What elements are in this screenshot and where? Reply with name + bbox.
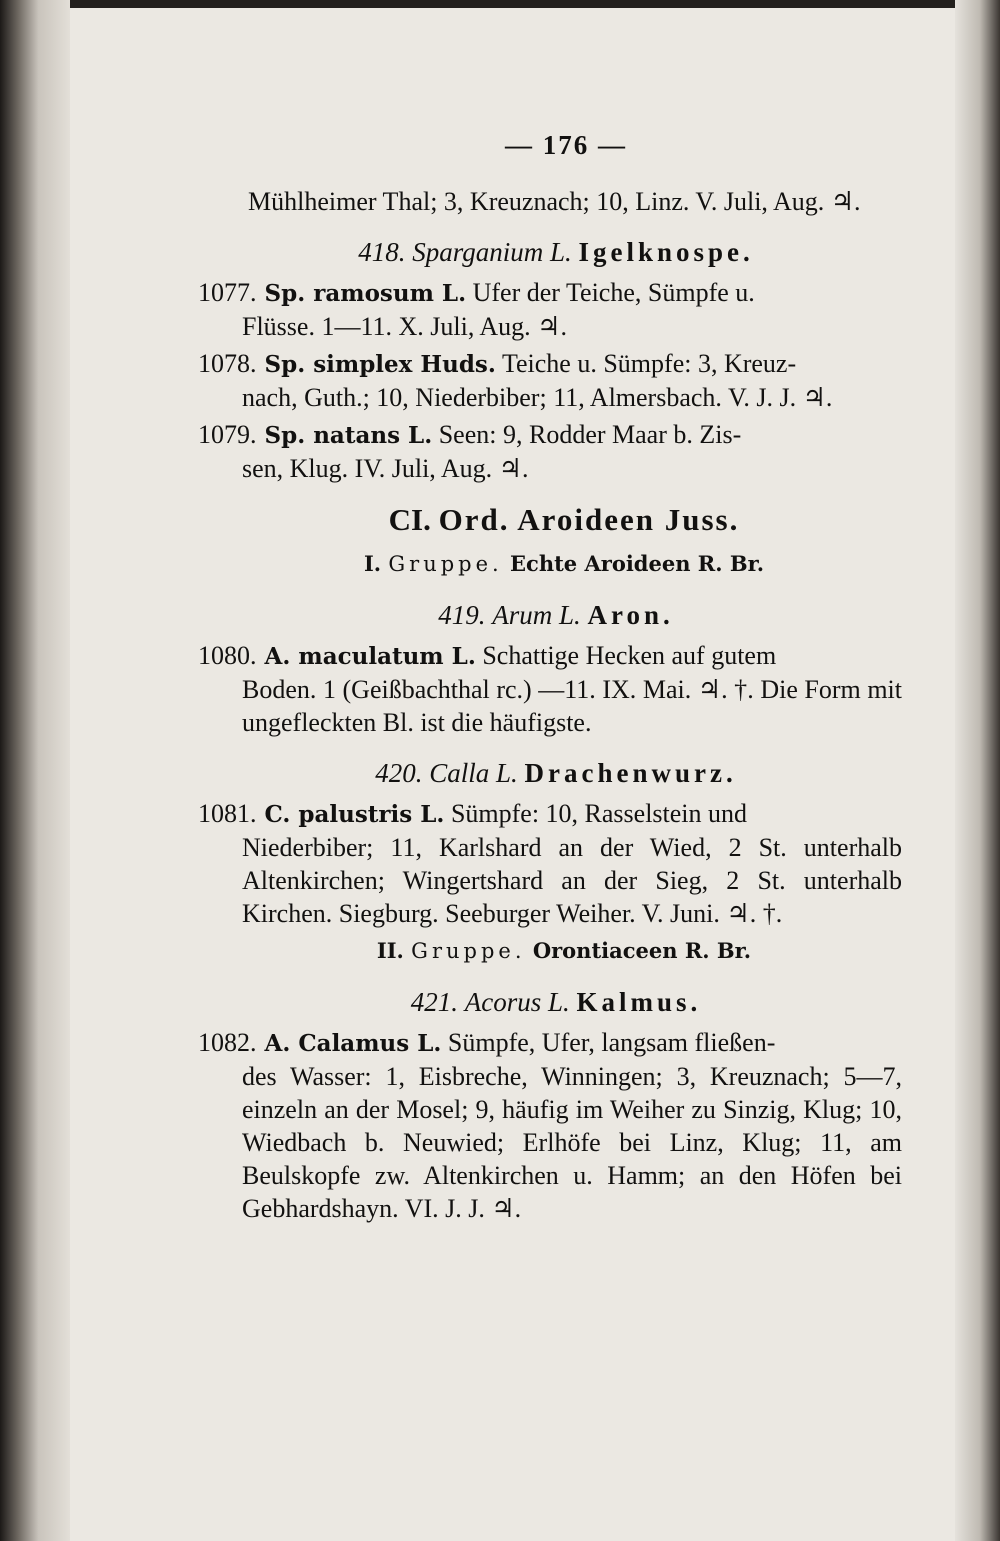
entry-first-line — [190, 276, 902, 310]
genus-heading — [190, 597, 902, 633]
entry-description-start: Ufer der Teiche, Sümpfe u. — [472, 278, 755, 307]
entry-number: 1079. — [198, 420, 257, 449]
entry-description-start: Seen: 9, Rodder Maar b. Zis- — [438, 420, 742, 449]
entry-description: Boden. 1 (Geißbachthal rc.) —11. IX. Mai. ♃. †. Die Form mit ungefleckten Bl. ist die häufigste. — [242, 675, 902, 737]
species-entry — [190, 418, 902, 485]
genus-latin-name: Arum L. — [492, 600, 581, 630]
genus-latin-name: Sparganium L. — [412, 237, 572, 267]
species-name: A. Calamus L. — [264, 1030, 442, 1057]
entry-description-start: Schattige Hecken auf gutem — [482, 641, 777, 670]
species-entry — [190, 639, 902, 739]
group-number: I. — [363, 551, 382, 576]
species-entry — [190, 1026, 902, 1225]
entry-description: sen, Klug. IV. Juli, Aug. ♃. — [242, 454, 529, 483]
species-name: Sp. simplex Huds. — [264, 351, 496, 378]
page-edge-stack — [955, 0, 1000, 1541]
entry-description-start: Teiche u. Sümpfe: 3, Kreuz- — [501, 349, 797, 378]
entry-number: 1081. — [198, 799, 257, 828]
group-label: Gruppe. — [388, 552, 503, 576]
entry-first-line — [190, 418, 902, 452]
group-number: II. — [376, 938, 404, 963]
entry-number: 1077. — [198, 278, 257, 307]
order-number: CI. — [388, 502, 431, 537]
species-name: Sp. natans L. — [264, 422, 433, 449]
species-name: C. palustris L. — [264, 801, 445, 828]
entry-first-line — [190, 639, 902, 673]
genus-latin-name: Acorus L. — [464, 987, 570, 1017]
entry-first-line — [190, 1026, 902, 1060]
order-family: Aroideen Juss. — [517, 502, 740, 537]
species-entry — [190, 797, 902, 930]
entry-number: 1082. — [198, 1028, 257, 1057]
page-text — [190, 125, 902, 1229]
order-label: Ord. — [438, 502, 510, 537]
genus-german-name: Drachenwurz. — [524, 758, 737, 788]
entry-description-start: Sümpfe, Ufer, langsam fließen- — [447, 1028, 776, 1057]
species-name: Sp. ramosum L. — [264, 280, 467, 307]
genus-heading — [190, 755, 902, 791]
group-heading — [190, 934, 902, 968]
species-entry — [190, 347, 902, 414]
top-edge — [0, 0, 1000, 8]
genus-german-name: Kalmus. — [576, 987, 702, 1017]
entry-description: nach, Guth.; 10, Niederbiber; 11, Almersbach. V. J. J. ♃. — [242, 383, 833, 412]
entry-description: Flüsse. 1—11. X. Juli, Aug. ♃. — [242, 312, 567, 341]
continuation-text: Mühlheimer Thal; 3, Kreuznach; 10, Linz. V. Juli, Aug. ♃. — [248, 187, 861, 216]
entry-first-line — [190, 347, 902, 381]
genus-heading — [190, 984, 902, 1020]
genus-number: 420. — [375, 758, 423, 788]
entry-description: Niederbiber; 11, Karlshard an der Wied, 2 St. unterhalb Altenkirchen; Wingertshard an der Sieg, 2 St. unterhalb Kirchen. Siegburg. Seeburger Weiher. V. Juni. ♃. †. — [242, 833, 902, 928]
entry-description-start: Sümpfe: 10, Rasselstein und — [450, 799, 748, 828]
order-heading — [190, 499, 902, 541]
species-entry — [190, 276, 902, 343]
genus-latin-name: Calla L. — [429, 758, 518, 788]
sections — [190, 234, 902, 1225]
genus-heading — [190, 234, 902, 270]
genus-german-name: Igelknospe. — [578, 237, 754, 267]
entry-first-line — [190, 797, 902, 831]
group-name: Orontiaceen R. Br. — [532, 938, 752, 963]
species-name: A. maculatum L. — [264, 643, 476, 670]
entry-number: 1078. — [198, 349, 257, 378]
entry-description: des Wasser: 1, Eisbreche, Winningen; 3, Kreuznach; 5—7, einzeln an der Mosel; 9, häufig im Weiher zu Sinzig, Klug; 10, Wiedbach b. Neuwied; Erlhöfe bei Linz, Klug; 11, am Beulskopfe zw. Altenkirchen u. Hamm; an den Höfen bei Gebhardshayn. VI. J. J. ♃. — [242, 1062, 902, 1223]
genus-number: 418. — [358, 237, 406, 267]
group-label: Gruppe. — [411, 939, 526, 963]
genus-number: 419. — [438, 600, 486, 630]
entry-number: 1080. — [198, 641, 257, 670]
genus-german-name: Aron. — [587, 600, 674, 630]
group-heading — [190, 547, 902, 581]
group-name: Echte Aroideen R. Br. — [510, 551, 765, 576]
page-number: — 176 — — [505, 130, 627, 160]
book-gutter — [0, 0, 70, 1541]
genus-number: 421. — [410, 987, 458, 1017]
